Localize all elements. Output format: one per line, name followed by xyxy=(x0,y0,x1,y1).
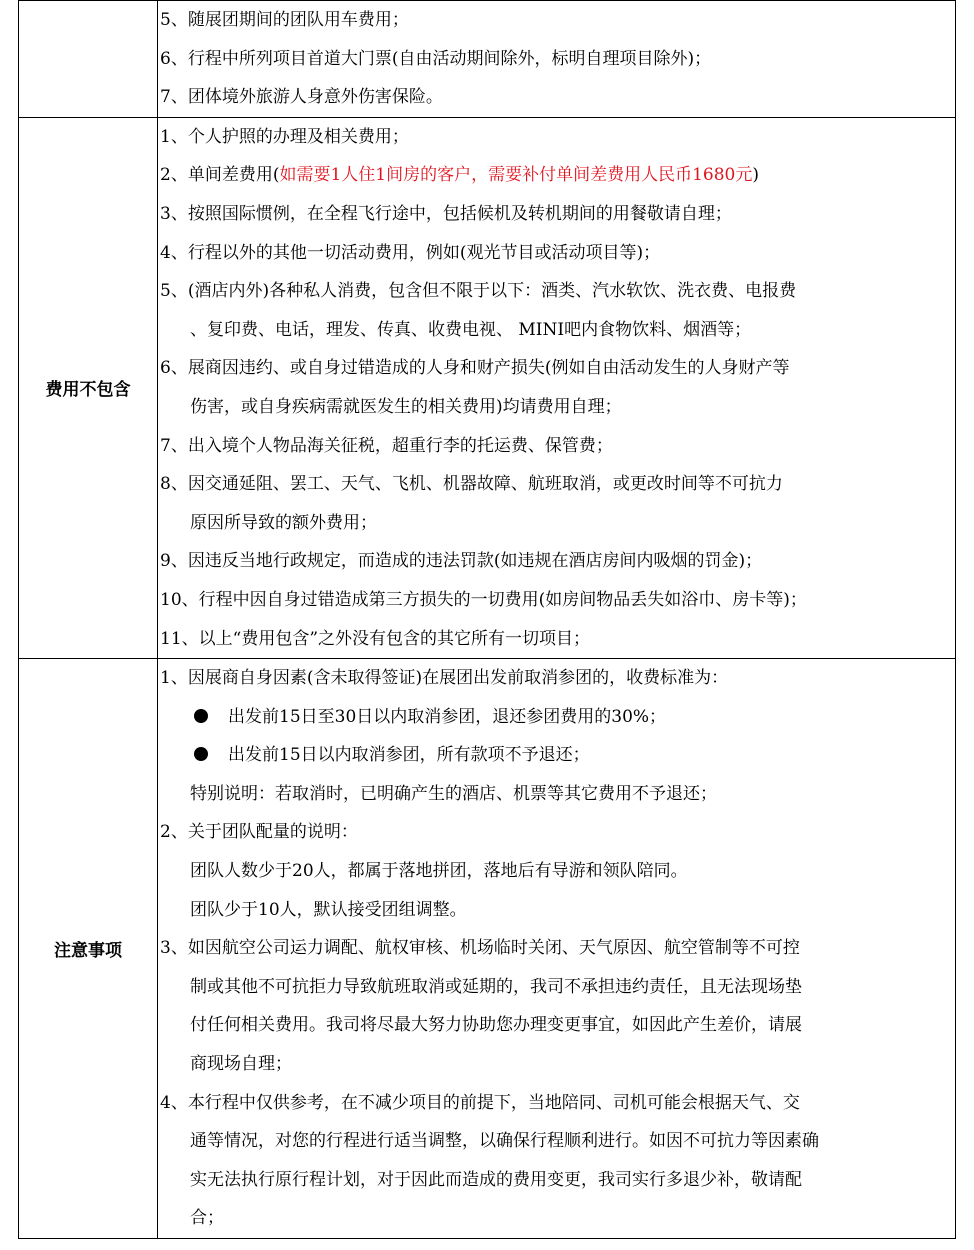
notes-content xyxy=(158,659,956,1239)
list-item: 3、如因航空公司运力调配、航权审核、机场临时关闭、天气原因、航空管制等不可控 xyxy=(160,938,800,959)
bullet-text: 出发前15日以内取消参团，所有款项不予退还； xyxy=(228,745,590,766)
list-item-continuation: 付任何相关费用。我司将尽最大努力协助您办理变更事宜，如因此产生差价，请展 xyxy=(190,1015,802,1036)
section-title-notes: 注意事项 xyxy=(19,659,158,1239)
list-item: 6、展商因违约、或自身过错造成的人身和财产损失(例如自由活动发生的人身财产等 xyxy=(160,358,790,379)
bullet-icon xyxy=(194,709,208,723)
list-item-continuation: 合； xyxy=(190,1208,224,1229)
list-item-continuation: 制或其他不可抗拒力导致航班取消或延期的，我司不承担违约责任，且无法现场垫 xyxy=(190,976,802,997)
row-notes xyxy=(19,659,956,1239)
list-item: 3、按照国际惯例，在全程飞行途中，包括候机及转机期间的用餐敬请自理； xyxy=(160,203,732,224)
list-item xyxy=(160,156,955,195)
section-title-excluded: 费用不包含 xyxy=(19,117,158,658)
bullet-text: 出发前15日至30日以内取消参团，退还参团费用的30%； xyxy=(228,706,667,727)
list-item: 2、关于团队配量的说明： xyxy=(160,822,358,843)
included-content xyxy=(158,1,956,118)
bullet-icon xyxy=(194,747,208,761)
bullet-item xyxy=(160,698,955,737)
list-item-continuation: 通等情况，对您的行程进行适当调整，以确保行程顺利进行。如因不可抗力等因素确 xyxy=(190,1131,819,1152)
list-item: 7、团体境外旅游人身意外伤害保险。 xyxy=(160,87,443,108)
list-item: 4、本行程中仅供参考，在不减少项目的前提下，当地陪同、司机可能会根据天气、交 xyxy=(160,1092,800,1113)
list-item-continuation: 实无法执行原行程计划，对于因此而造成的费用变更，我司实行多退少补，敬请配 xyxy=(190,1169,802,1190)
list-item: 5、随展团期间的团队用车费用； xyxy=(160,10,409,30)
excluded-content xyxy=(158,117,956,658)
list-item: 4、行程以外的其他一切活动费用，例如(观光节目或活动项目等)； xyxy=(160,242,661,263)
row-label-empty xyxy=(19,1,158,118)
row-excluded xyxy=(19,117,956,658)
note-text: 团队少于10人，默认接受团组调整。 xyxy=(190,899,467,920)
list-item-continuation: 、复印费、电话，理发、传真、收费电视、 MINI吧内食物饮料、烟酒等； xyxy=(190,319,752,340)
list-item-continuation: 商现场自理； xyxy=(190,1054,292,1075)
list-item: 11、以上“费用包含”之外没有包含的其它所有一切项目； xyxy=(160,628,591,649)
note-text: 特别说明：若取消时，已明确产生的酒店、机票等其它费用不予退还； xyxy=(190,783,717,804)
list-item-continuation: 原因所导致的额外费用； xyxy=(190,512,377,533)
list-item-text: 2、单间差费用( xyxy=(160,165,280,186)
list-item: 7、出入境个人物品海关征税，超重行李的托运费、保管费； xyxy=(160,435,613,456)
note-text: 团队人数少于20人，都属于落地拼团，落地后有导游和领队陪同。 xyxy=(190,861,688,882)
list-item: 10、行程中因自身过错造成第三方损失的一切费用(如房间物品丢失如浴巾、房卡等)； xyxy=(160,589,807,610)
list-item: 6、行程中所列项目首道大门票(自由活动期间除外，标明自理项目除外)； xyxy=(160,48,712,69)
bullet-item xyxy=(160,736,955,775)
list-item: 8、因交通延阻、罢工、天气、飞机、机器故障、航班取消，或更改时间等不可抗力 xyxy=(160,474,783,495)
list-item: 1、因展商自身因素(含未取得签证)在展团出发前取消参团的，收费标准为： xyxy=(160,668,729,689)
itinerary-terms-table xyxy=(18,0,956,1239)
list-item-continuation: 伤害，或自身疾病需就医发生的相关费用)均请费用自理； xyxy=(190,396,622,417)
list-item: 5、(酒店内外)各种私人消费，包含但不限于以下：酒类、汽水软饮、洗衣费、电报费 xyxy=(160,281,797,302)
list-item: 1、个人护照的办理及相关费用； xyxy=(160,126,409,147)
highlighted-price-note: 如需要1人住1间房的客户，需要补付单间差费用人民币1680元 xyxy=(279,165,753,186)
list-item-text: ) xyxy=(752,165,759,186)
row-included-continued xyxy=(19,1,956,118)
list-item: 9、因违反当地行政规定，而造成的违法罚款(如违规在酒店房间内吸烟的罚金)； xyxy=(160,551,763,572)
